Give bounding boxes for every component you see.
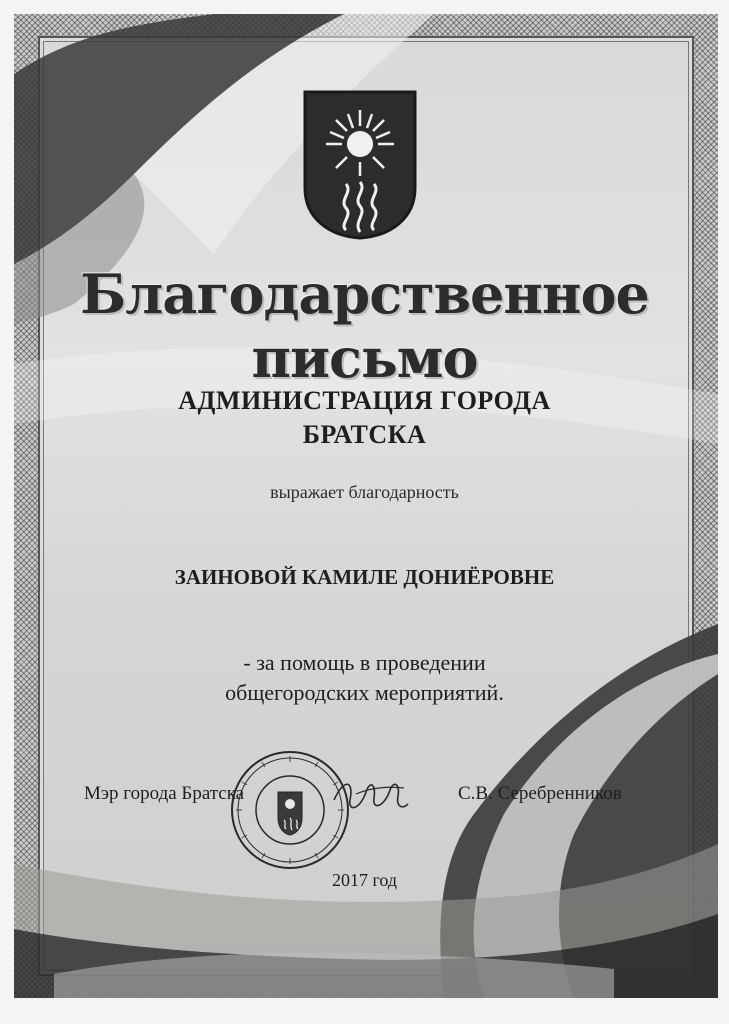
- signature-icon: [330, 770, 410, 820]
- organization-line-2: БРАТСКА: [302, 420, 427, 449]
- organization-line-1: АДМИНИСТРАЦИЯ ГОРОДА: [178, 386, 551, 415]
- issue-year: 2017 год: [331, 870, 398, 890]
- reason-line-1: - за помощь в проведении: [243, 650, 486, 675]
- reason-line-2: общегородских мероприятий.: [225, 680, 504, 705]
- issuing-organization: [0, 384, 729, 452]
- certificate-title: Благодарственное письмо: [80, 262, 649, 390]
- coat-of-arms-icon: [301, 88, 419, 240]
- gratitude-phrase: выражает благодарность: [270, 482, 459, 502]
- signatory-name: С.В. Серебренников: [458, 783, 622, 804]
- gratitude-reason: [0, 648, 729, 708]
- signatory-position: Мэр города Братска: [84, 783, 245, 804]
- recipient-name: ЗАИНОВОЙ КАМИЛЕ ДОНИЁРОВНЕ: [174, 565, 555, 589]
